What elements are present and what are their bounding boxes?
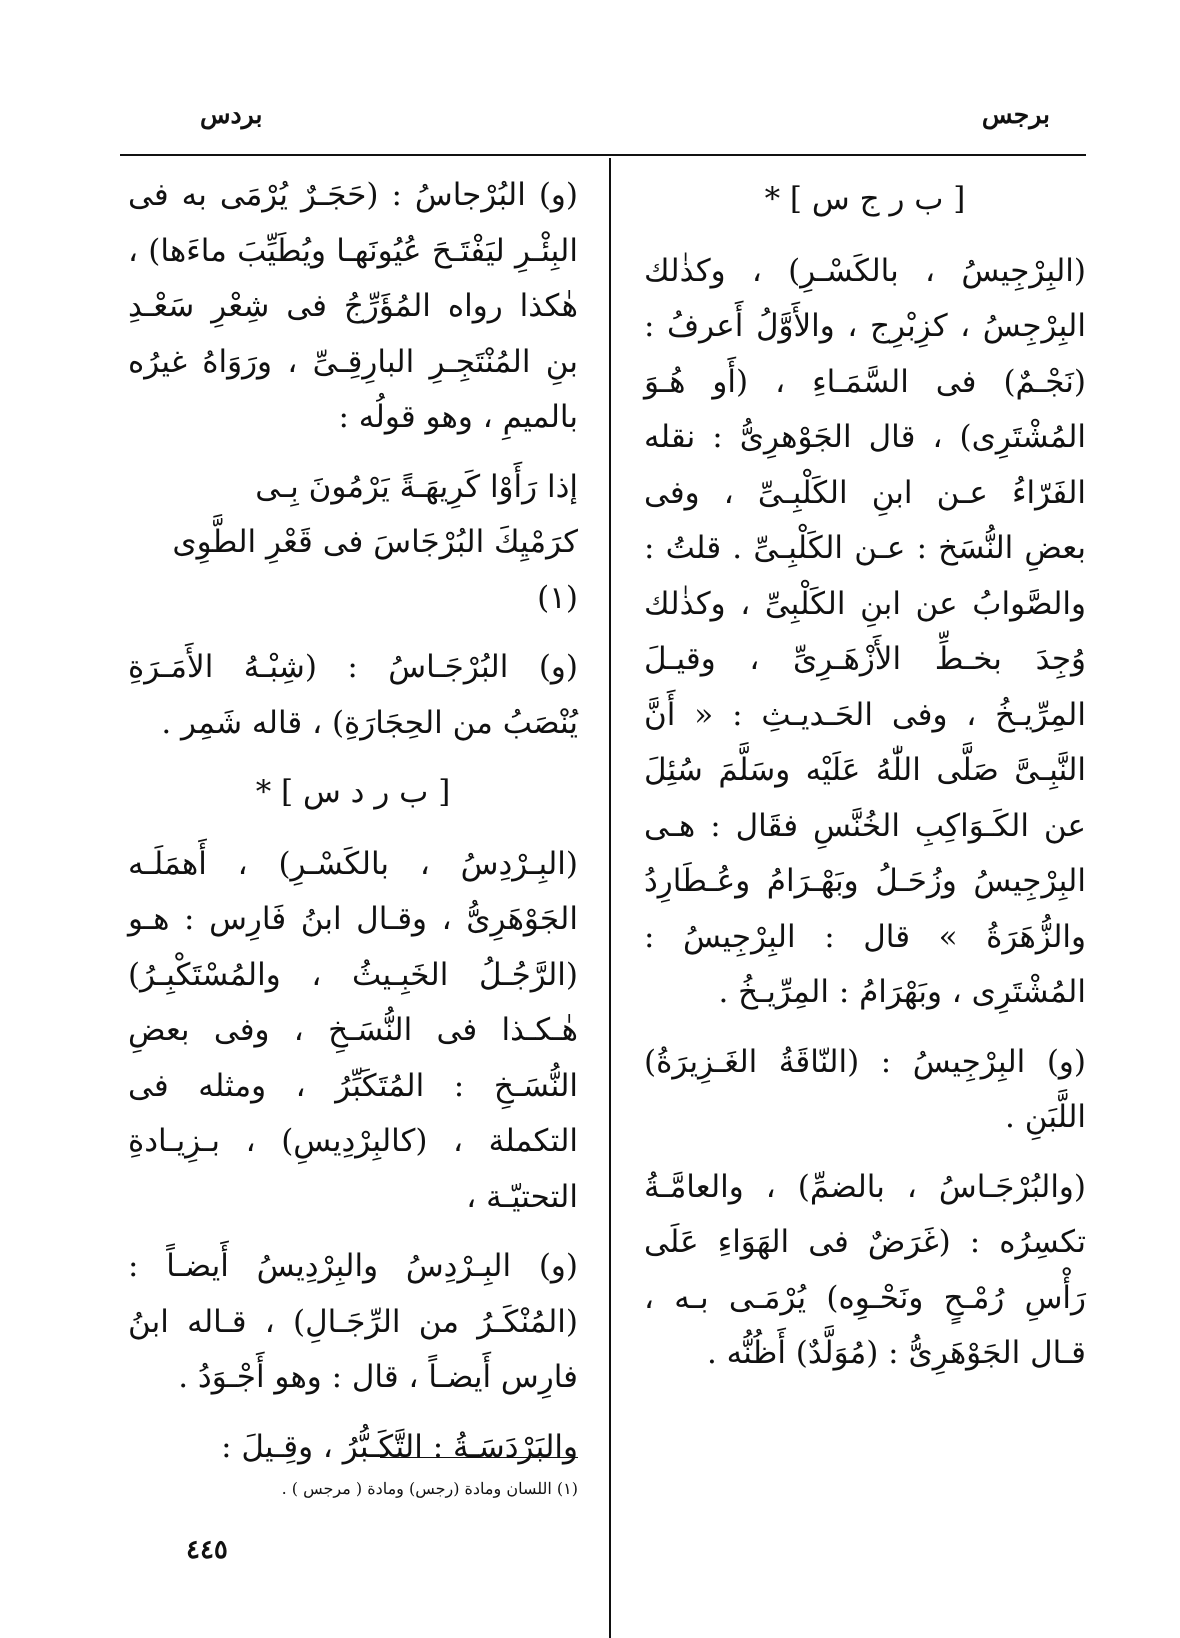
paragraph-birdis-munkar: (و) البِـرْدِسُ والبِرْدِيسُ أَيضـاً : (المُنْكَـرُ من الرِّجَـالِ) ، قـاله ابنُ فارِس أَيضـاً ، قال : وهو أَجْـوَدُ . [128,1248,578,1395]
paragraph-brjis: (البِرْجِيسُ ، بالكَسْـرِ) ، وكذٰلك البِرْجِسُ ، كزِبْرِج ، والأَوَّلُ أَعرفُ : (نَجْـمٌ) فى السَّمَـاءِ ، (أَو هُـوَ المُشْتَرِى) ، قال الجَوْهرِىُّ : نقله الفَرّاءُ عـن ابنِ الكَلْبِـىِّ ، وفى بعضِ النُّسَخ : عـن الكَلْبِـىِّ . قلتُ : والصَّوابُ عن ابنِ الكَلْبِىِّ ، وكذٰلك وُجِدَ بخـطِّ الأَزْهَـرِىِّ ، وقيـلَ المِرِّيـخُ ، وفى الحَـديـثِ : « أَنَّ النَّبِـىَّ صَلَّى اللّٰهُ عَلَيْه وسَلَّمَ سُئِلَ عن الكَـوَاكِبِ الخُنَّسِ فقَال : هـى البِرْجِيسُ وزُحَـلُ وبَهْـرَامُ وعُـطَارِدُ والزُّهَرَةُ » قال : البِرْجِيسُ : المُشْتَرِى ، وبَهْرَامُ : المِرِّيـخُ . [644,252,1086,1010]
right-column [644,168,1086,1396]
verse-line-1: إذا رَأَوْا كَرِيهَـةً يَرْمُونَ بِـى [255,468,578,505]
footnote-rule [380,1457,578,1458]
paragraph-birdis: (البِـرْدِسُ ، بالكَسْـرِ) ، أَهمَلَـه الجَوْهَرِىُّ ، وقـال ابنُ فَارِس : هـو (الرَّجُـلُ الخَبِـيثُ ، والمُسْتَكْبِـرُ) هٰـكـذا فى النُّسَـخِ ، وفى بعضِ النُّسَـخِ : المُتَكَبِّرُ ، ومثله فى التكملة ، (كالبِرْدِيسِ) ، بـزِيـادةِ التحتيّـة ، [128,845,578,1215]
entry-heading-brjs: [ ب ر ج س ] * [764,181,966,217]
entry-heading-brds: [ ب ر د س ] * [255,774,451,810]
verse-line-2: كرَمْيِكَ البُرْجَاسَ فى قَعْرِ الطَّوِى (١) [172,524,578,616]
running-header-right: برجس [981,100,1050,129]
paragraph-bardasa: والبَرْدَسَـةُ : التَّكَـبُّرُ ، وقِـيلَ : [221,1428,578,1465]
paragraph-burjas-stone: (و) البُرْجاسُ : (حَجَـرٌ يُرْمَى به فى البِئْـرِ ليَفْتَـحَ عُيُونَهـا ويُطَيِّبَ ماءَها) ، هٰكذا رواه المُؤَرِّجُ فى شِعْرِ سَعْـدِ بنِ المُنْتَجِـرِ البارِقِـىِّ ، ورَوَاهُ غيرُه بالميمِ ، وهو قولُه : [128,177,578,435]
header-rule [120,154,1086,156]
column-divider [609,158,611,1638]
page-number: ٤٤٥ [186,1535,228,1565]
running-header-left: بردس [200,100,263,129]
paragraph-naqa: (و) البِرْجِيسُ : (النّاقَةُ الغَـزِيرَةُ) اللَّبَنِ . [644,1043,1086,1135]
footnote: (١) اللسان ومادة (رجس) ومادة ( مرجس ) . [281,1479,578,1498]
paragraph-burjas: (والبُرْجَـاسُ ، بالضمِّ) ، والعامَّـةُ تكسِرُه : (غَرَضٌ فى الهَوَاءِ عَلَى رَأْسِ رُمْـحٍ ونَحْـوِه) يُرْمَـى بـه ، قـال الجَوْهَرِىُّ : (مُوَلَّدٌ) أَظُنُّه . [644,1168,1086,1371]
paragraph-burjas-amara: (و) البُرْجَـاسُ : (شِبْـهُ الأَمَـرَةِ يُنْصَبُ من الحِجَارَةِ) ، قاله شَمِر . [128,649,578,741]
left-column [128,168,578,1489]
poetry-verse [128,460,578,627]
